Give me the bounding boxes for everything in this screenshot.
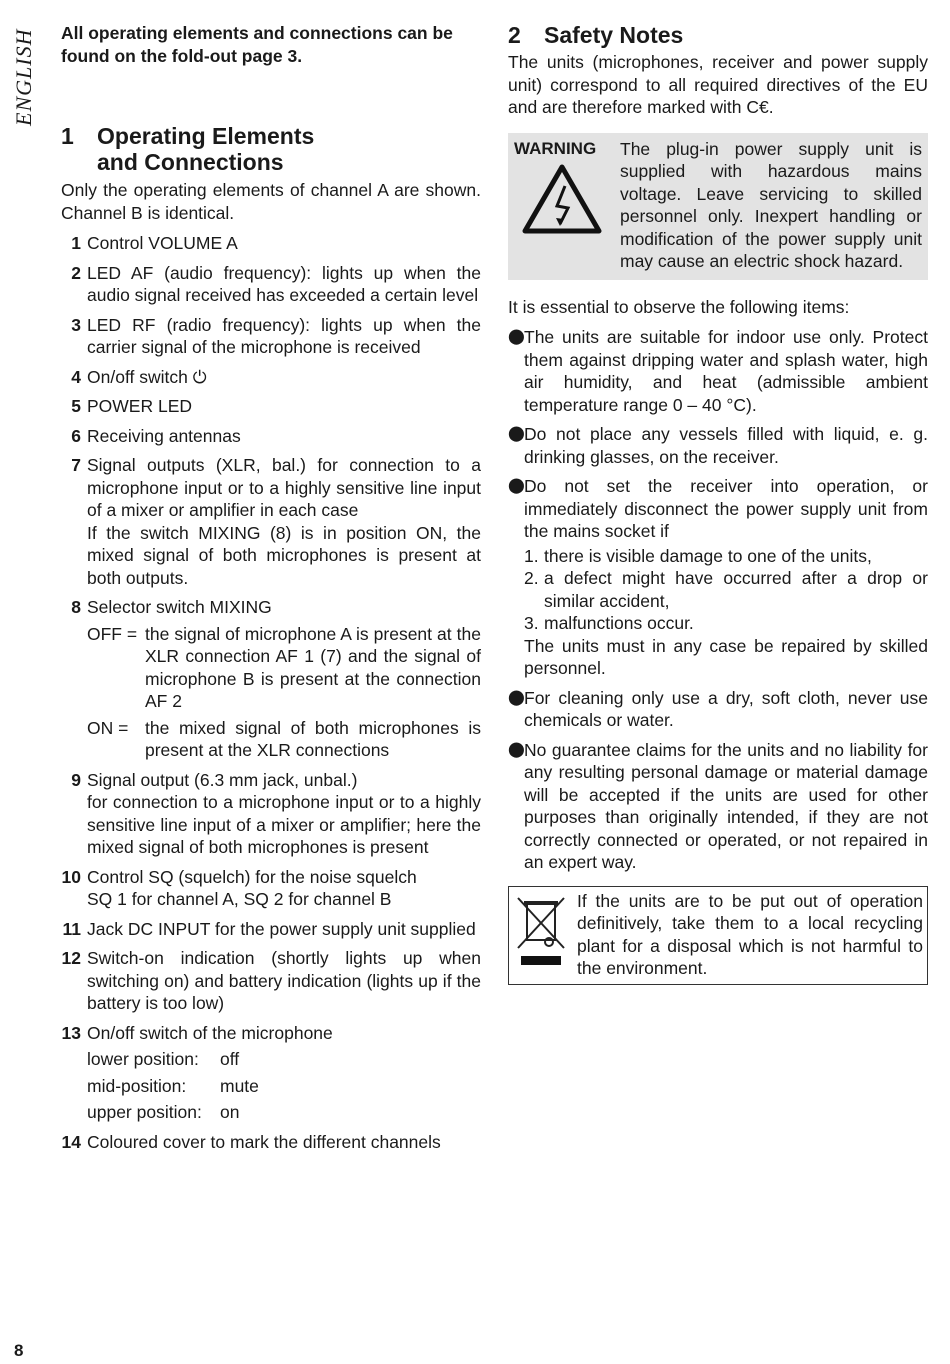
list-item (61, 1131, 481, 1154)
sub-item (524, 567, 928, 612)
bullet-text: Do not set the receiver into operation, or immediately disconnect the power supply unit from the mains socket if (524, 476, 928, 541)
item-extra-text: for connection to a microphone input or to a highly sensitive line input of a mixer or amplifier; here the mixed signal of both microphones is present (87, 792, 481, 857)
item-number: 8 (71, 597, 81, 617)
bullet-text: Do not place any vessels filled with liquid, e. g. drinking glasses, on the receiver. (524, 424, 928, 467)
section-lead: The units (microphones, receiver and power supply unit) correspond to all required directives of the EU and are therefore marked with C€. (508, 52, 928, 117)
recycling-text: If the units are to be put out of operation definitively, take them to a local recycling plant for a disposal which is not harmful to the environment. (577, 890, 923, 978)
position-row (87, 1048, 481, 1071)
bullet-after-text: The units must in any case be repaired by skilled personnel. (524, 635, 928, 678)
crossed-out-wheelie-bin-icon (513, 890, 573, 980)
item-number: 3 (71, 314, 81, 335)
sub-text: a defect might have occurred after a drop or similar accident, (544, 568, 928, 611)
sub-item (524, 612, 928, 635)
bullet-dot-icon: ⬤ (508, 740, 525, 758)
definition-desc: the signal of microphone A is present at the XLR connection AF 1 (7) and the signal of microphone B is present at the connection AF 2 (145, 623, 481, 711)
bullet-text: No guarantee claims for the units and no liability for any resulting personal damage or material damage will be accepted if the units are used for other purposes than originally intended, if they are not correctly connected or operated, or not repaired in an expert way. (524, 739, 928, 872)
item-text: Receiving antennas (87, 425, 241, 446)
sub-text: there is visible damage to one of the units, (544, 545, 872, 566)
item-number: 7 (71, 455, 81, 475)
intro-note: All operating elements and connections can be found on the fold-out page 3. (61, 23, 453, 66)
list-item (61, 232, 481, 255)
definition-term: ON = (87, 717, 129, 738)
page-number: 8 (14, 1341, 24, 1360)
list-item (61, 947, 481, 1015)
list-item (508, 687, 928, 732)
language-tab (8, 30, 42, 130)
right-column (508, 22, 928, 985)
sub-number: 2. (524, 568, 539, 588)
item-text: LED RF (radio frequency): lights up when the carrier signal of the microphone is received (87, 314, 481, 357)
left-column (61, 22, 481, 1160)
item-text: Signal outputs (XLR, bal.) for connection to a microphone input or to a highly sensitive line input of a mixer or amplifier in each case (87, 455, 481, 520)
item-number: 2 (71, 262, 81, 283)
heading-number: 2 (508, 22, 521, 48)
definition-term: OFF = (87, 623, 138, 644)
item-number: 10 (61, 866, 81, 887)
list-item (508, 423, 928, 468)
list-item (508, 739, 928, 874)
item-number: 11 (62, 918, 81, 939)
section-heading-safety-notes (508, 22, 928, 48)
heading-line-2: and Connections (97, 149, 284, 175)
position-value: on (220, 1102, 240, 1122)
item-text: Selector switch MIXING (87, 597, 272, 617)
list-item (61, 596, 481, 762)
sub-text: malfunctions occur. (544, 613, 694, 633)
section-lead: Only the operating elements of channel A are shown. Channel B is identical. (61, 180, 481, 223)
item-text: Switch-on indication (shortly lights up when switching on) and battery indication (lights up if the battery is too low) (87, 948, 481, 1013)
list-item (61, 395, 481, 418)
item-text: Jack DC INPUT for the power supply unit supplied (87, 918, 476, 939)
item-number: 9 (71, 769, 81, 790)
item-extra-text: If the switch MIXING (8) is in position ON, the mixed signal of both microphones is present at both outputs. (87, 522, 481, 588)
item-text: Control SQ (squelch) for the noise squelch (87, 866, 417, 887)
list-item (61, 454, 481, 589)
high-voltage-warning-icon (522, 164, 620, 240)
bullet-dot-icon: ⬤ (508, 477, 525, 494)
list-item (61, 918, 481, 941)
language-label: ENGLISH (10, 28, 36, 126)
item-text: Signal output (6.3 mm jack, unbal.) (87, 769, 358, 790)
list-item (61, 366, 481, 389)
item-text: On/off switch ⏻ (87, 366, 207, 387)
list-item (61, 1022, 481, 1124)
list-item (61, 866, 481, 911)
position-row (87, 1075, 481, 1098)
bullet-dot-icon: ⬤ (508, 425, 525, 442)
warning-label: WARNING (514, 138, 597, 158)
position-label: upper position: (87, 1102, 202, 1122)
position-value: off (220, 1049, 240, 1069)
list-item (508, 326, 928, 416)
position-row (87, 1101, 481, 1124)
sub-number: 3. (524, 613, 539, 633)
item-number: 4 (71, 366, 81, 387)
item-number: 14 (61, 1131, 81, 1152)
position-label: lower position: (87, 1049, 199, 1069)
heading-line-1: Operating Elements (97, 123, 315, 149)
list-item (61, 769, 481, 859)
definition-row (87, 623, 481, 713)
operating-elements-list (61, 232, 481, 1153)
definition-desc: the mixed signal of both microphones is present at the XLR connections (145, 717, 481, 760)
definition-row (87, 717, 481, 762)
section-heading-operating-elements (61, 123, 481, 175)
list-item (508, 475, 928, 680)
item-number: 12 (61, 948, 81, 968)
item-number: 5 (71, 396, 81, 416)
list-item (61, 425, 481, 448)
list-item (61, 262, 481, 307)
position-value: mute (220, 1075, 259, 1096)
heading-number: 1 (61, 123, 74, 149)
item-text: Control VOLUME A (87, 233, 238, 253)
item-number: 13 (61, 1022, 81, 1043)
item-number: 1 (71, 233, 81, 253)
observe-intro: It is essential to observe the following items: (508, 296, 850, 317)
safety-bullet-list (508, 326, 928, 874)
bullet-dot-icon: ⬤ (508, 688, 525, 706)
bullet-text: For cleaning only use a dry, soft cloth, never use chemicals or water. (524, 687, 928, 730)
item-text: Coloured cover to mark the different channels (87, 1131, 441, 1152)
bullet-dot-icon: ⬤ (508, 328, 525, 345)
item-extra-text: SQ 1 for channel A, SQ 2 for channel B (87, 889, 392, 909)
recycling-box (508, 886, 928, 985)
bullet-text: The units are suitable for indoor use only. Protect them against dripping water and splash water, high air humidity, and heat (admissible ambient temperature range 0 – 40 °C). (524, 327, 928, 415)
item-number: 6 (71, 425, 81, 446)
warning-text: The plug-in power supply unit is supplied with hazardous mains voltage. Leave servicing to skilled personnel only. Inexpert handling or modification of the power supply unit may cause an electric shock hazard. (620, 138, 922, 271)
warning-box (508, 133, 928, 280)
item-text: LED AF (audio frequency): lights up when the audio signal received has exceeded a certain level (87, 262, 481, 305)
item-text: On/off switch of the microphone (87, 1022, 333, 1043)
heading-title: Safety Notes (544, 22, 684, 48)
list-item (61, 314, 481, 359)
position-label: mid-position: (87, 1075, 187, 1096)
sub-item (524, 545, 928, 568)
item-text: POWER LED (87, 396, 193, 416)
sub-number: 1. (524, 545, 539, 566)
